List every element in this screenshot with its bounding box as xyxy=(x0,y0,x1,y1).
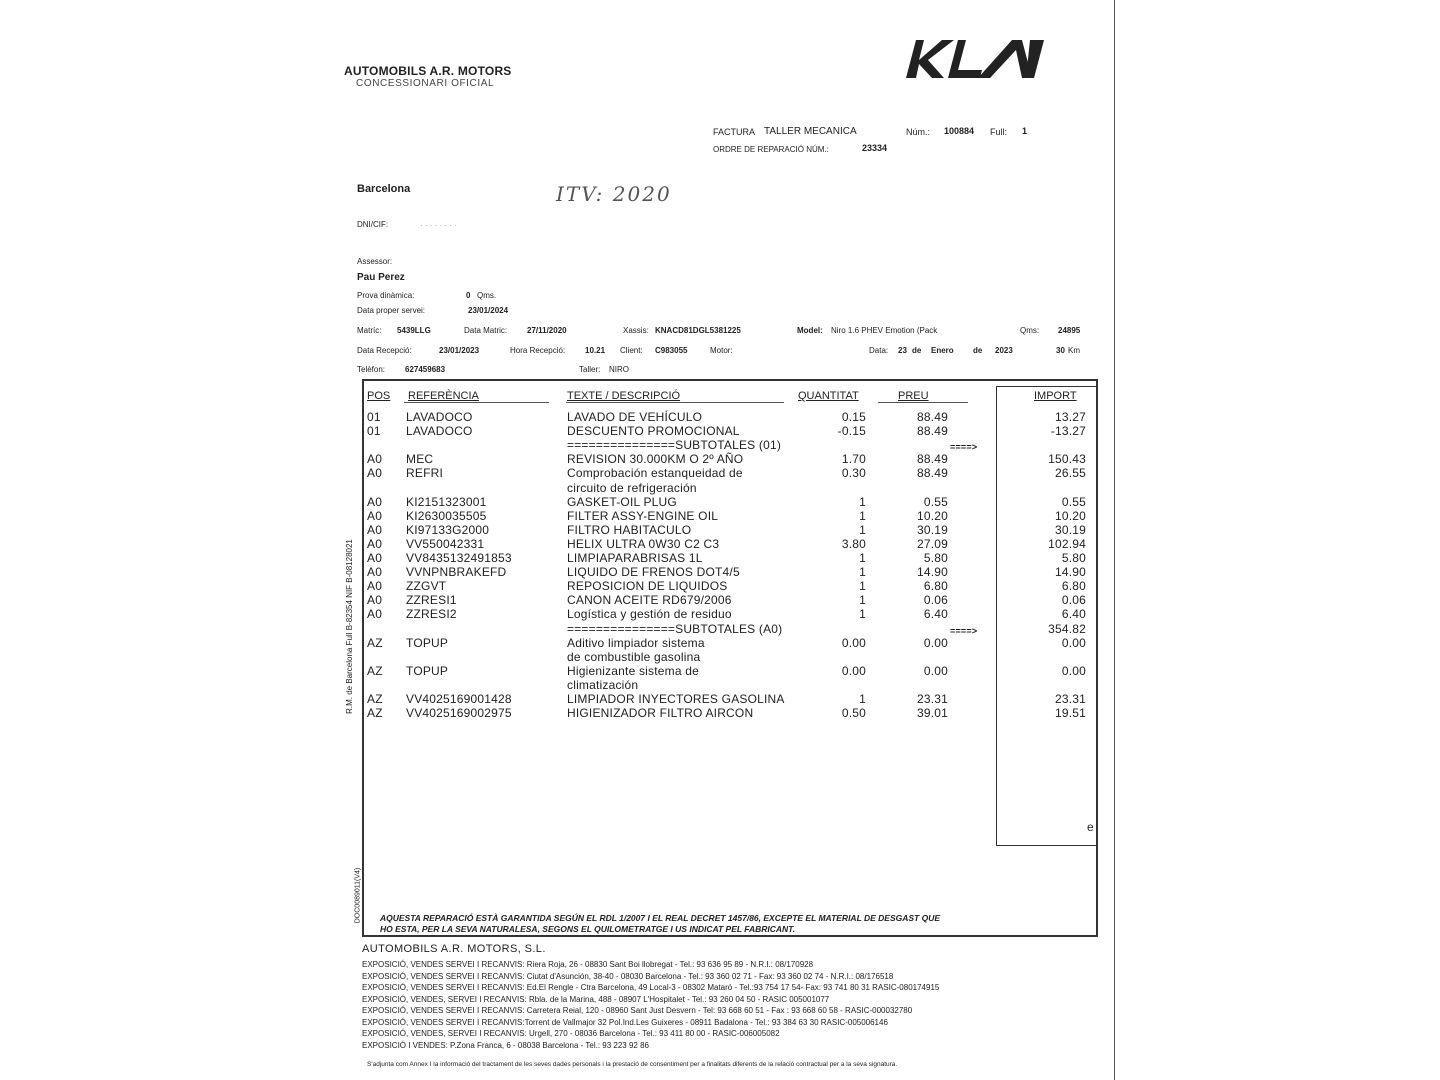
subtotal-arrow: ====> xyxy=(950,625,978,636)
next-service-value: 23/01/2024 xyxy=(468,306,509,315)
cell-import: 0.00 xyxy=(1061,663,1086,678)
chassis-label: Xassis: xyxy=(623,326,649,335)
test-drive-label: Prova dinàmica: xyxy=(357,291,415,300)
cell-price: 39.01 xyxy=(916,706,948,721)
cell-quantity: 1 xyxy=(859,522,866,537)
cell-price: 30.19 xyxy=(916,522,948,537)
cell-reference: ZZGVT xyxy=(406,579,447,594)
cell-description: climatización xyxy=(567,677,639,692)
cell-pos: A0 xyxy=(367,607,383,622)
cell-quantity: 0.50 xyxy=(841,706,866,721)
cell-description: de combustible gasolina xyxy=(567,649,701,664)
cell-reference: LAVADOCO xyxy=(406,410,473,424)
cell-quantity: 1 xyxy=(859,551,866,565)
cell-description: LIMPIAPARABRISAS 1L xyxy=(567,551,703,565)
cell-pos: A0 xyxy=(367,579,383,594)
workshop-value: NIRO xyxy=(609,365,629,374)
reception-date-label: Data Recepció: xyxy=(357,346,412,355)
import-edge-mark: e xyxy=(1087,820,1094,834)
order-label: ORDRE DE REPARACIÓ NÚM.: xyxy=(713,145,829,154)
footer-address-line: EXPOSICIÓ, VENDES SERVEI I RECANVIS: Ed.El Rengle - Ctra Barcelona, 49 Local-3 - 08302 Mataró - Tel.:93 754 17 54- Fax: 93 741 80 31 RASIC-080174915 xyxy=(362,983,940,992)
cell-reference: ZZRESI1 xyxy=(406,593,457,608)
cell-description: Comprobación estanqueidad de xyxy=(567,466,743,481)
cell-description: LIMPIADOR INYECTORES GASOLINA xyxy=(567,692,785,706)
mileage-value: 24895 xyxy=(1058,326,1081,335)
cell-pos: AZ xyxy=(367,692,383,706)
header-underline-ref xyxy=(404,402,549,403)
cell-reference: KI97133G2000 xyxy=(406,522,490,537)
page-edge-divider xyxy=(1114,0,1115,1080)
cell-price: 14.90 xyxy=(916,565,948,580)
cell-reference: TOPUP xyxy=(406,663,449,678)
engine-label: Motor: xyxy=(710,346,733,355)
kia-logo xyxy=(902,34,1048,82)
phone-value: 627459683 xyxy=(405,365,446,374)
cell-price: 88.49 xyxy=(916,410,948,424)
cell-price: 23.31 xyxy=(916,692,948,706)
assessor-name: Pau Perez xyxy=(357,272,405,283)
mileage-label: Qms: xyxy=(1020,326,1040,335)
km-unit: Km xyxy=(1068,346,1080,355)
cell-reference: VV8435132491853 xyxy=(406,551,512,565)
cell-description: LIQUIDO DE FRENOS DOT4/5 xyxy=(567,565,740,580)
date-de-1: de xyxy=(912,346,922,355)
cell-reference: LAVADOCO xyxy=(406,424,473,439)
cell-import: 30.19 xyxy=(1054,522,1086,537)
sheet-value: 1 xyxy=(1022,126,1028,136)
cell-price: 6.40 xyxy=(923,607,948,622)
cell-price: 0.55 xyxy=(923,494,948,509)
cell-description: REPOSICION DE LIQUIDOS xyxy=(567,579,728,594)
cell-import: 23.31 xyxy=(1054,692,1086,706)
cell-import: 6.80 xyxy=(1061,579,1086,594)
cell-description: Higienizante sistema de xyxy=(567,663,700,678)
footer-address-line: EXPOSICIÓ I VENDES: P.Zona Franca, 6 - 08038 Barcelona - Tel.: 93 223 92 86 xyxy=(362,1040,649,1050)
sheet-label: Full: xyxy=(990,127,1008,137)
cell-reference: VVNPNBRAKEFD xyxy=(406,565,507,580)
cell-description: Aditivo limpiador sistema xyxy=(567,635,705,650)
test-drive-value: 0 xyxy=(466,291,471,300)
cell-description: FILTRO HABITACULO xyxy=(567,522,692,537)
header-reference: REFERÈNCIA xyxy=(408,390,479,402)
cell-import: 354.82 xyxy=(1048,621,1086,636)
plate-date-label: Data Matric: xyxy=(464,326,508,335)
workshop-label: Taller: xyxy=(579,365,601,374)
cell-quantity: 1 xyxy=(859,508,866,523)
cell-import: 13.27 xyxy=(1054,410,1086,424)
cell-pos: A0 xyxy=(367,536,383,551)
client-code-value: C983055 xyxy=(655,346,688,355)
footer-address-line: EXPOSICIÓ, VENDES SERVEI I RECANVIS: Carretera Reial, 120 - 08960 Sant Just Desvern - Tel: 93 668 60 51 - Fax : 93 668 60 58 - RASIC-000032780 xyxy=(362,1006,913,1015)
footer-address-line: EXPOSICIÓ, VENDES SERVEI I RECANVIS:Torrent de Vallmajor 32 Pol.Ind.Les Guixeres - 08911 Badalona - Tel.: 93 384 63 30 RASIC-005006146 xyxy=(362,1017,888,1027)
cell-import: 5.80 xyxy=(1061,551,1086,565)
header-price: PREU xyxy=(898,390,929,402)
cell-quantity: 0.00 xyxy=(841,635,866,650)
test-drive-unit: Qms. xyxy=(477,291,497,300)
cell-price: 0.00 xyxy=(923,663,948,678)
cell-quantity: 1 xyxy=(859,607,866,622)
invoice-num-value: 100884 xyxy=(944,126,975,136)
footer-address-line: EXPOSICIÓ, VENDES SERVEI I RECANVIS: Riera Roja, 26 - 08830 Sant Boi llobregat - Tel.: 93 636 95 89 - N.R.I.: 08/170928 xyxy=(362,960,814,969)
dni-value: · · · · · · · · xyxy=(420,221,457,230)
cell-quantity: -0.15 xyxy=(837,424,866,439)
plate-date-value: 27/11/2020 xyxy=(527,326,567,335)
cell-import: 14.90 xyxy=(1054,565,1086,580)
reception-date-value: 23/01/2023 xyxy=(439,346,480,355)
privacy-note: S'adjunta com Annex I la informació del tractament de les seves dades personals i la prestació de consentiment per a finalitats diferents de la relació contractual per a la seva signatura. xyxy=(367,1061,898,1068)
cell-quantity: 1 xyxy=(859,692,866,706)
header-description: TEXTE / DESCRIPCIÓ xyxy=(567,390,681,402)
phone-label: Telèfon: xyxy=(357,365,386,374)
assessor-label: Assessor: xyxy=(357,257,393,266)
cell-reference: VV4025169002975 xyxy=(406,706,512,721)
cell-quantity: 1 xyxy=(859,593,866,608)
cell-quantity: 3.80 xyxy=(841,536,866,551)
cell-pos: A0 xyxy=(367,452,383,467)
footer-address-line: EXPOSICIÓ, VENDES, SERVEI I RECANVIS: Rbla. de la Marina, 488 - 08907 L'Hospitalet - Tel.: 93 260 04 50 - RASIC 005001077 xyxy=(362,994,830,1004)
date-day: 23 xyxy=(898,346,907,355)
cell-import: 26.55 xyxy=(1054,466,1086,481)
reception-time-value: 10.21 xyxy=(585,346,606,355)
cell-pos: 01 xyxy=(367,424,381,439)
km-value: 30 xyxy=(1056,346,1065,355)
cell-price: 27.09 xyxy=(916,536,948,551)
cell-pos: A0 xyxy=(367,508,383,523)
invoice-num-label: Núm.: xyxy=(906,127,931,137)
cell-price: 0.06 xyxy=(923,593,948,608)
handwritten-note: ITV: 2020 xyxy=(556,182,672,206)
date-label: Data: xyxy=(869,346,889,355)
cell-pos: AZ xyxy=(367,663,383,678)
chassis-value: KNACD81DGL5381225 xyxy=(655,326,741,335)
document-code-vertical: DOC0089011(V4) xyxy=(354,867,362,924)
cell-reference: MEC xyxy=(406,452,434,467)
invoice-type: TALLER MECANICA xyxy=(764,126,857,137)
client-city: Barcelona xyxy=(357,183,411,195)
cell-pos: A0 xyxy=(367,551,383,565)
cell-import: 6.40 xyxy=(1061,607,1086,622)
cell-quantity: 1 xyxy=(859,494,866,509)
cell-pos: 01 xyxy=(367,410,381,424)
cell-reference: REFRI xyxy=(406,466,443,481)
cell-import: 102.94 xyxy=(1048,536,1086,551)
cell-import: 150.43 xyxy=(1048,452,1086,467)
reception-time-label: Hora Recepció: xyxy=(510,346,566,355)
cell-description: Logística y gestión de residuo xyxy=(567,607,732,622)
cell-price: 6.80 xyxy=(923,579,948,594)
cell-quantity: 0.00 xyxy=(841,663,866,678)
dni-label: DNI/CIF: xyxy=(357,220,389,229)
cell-pos: A0 xyxy=(367,466,383,481)
footer-address-line: EXPOSICIÓ, VENDES, SERVEI I RECANVIS: Urgell, 270 - 08036 Barcelona - Tel.: 93 411 80 00 - RASIC-006005082 xyxy=(362,1029,780,1038)
cell-import: 0.06 xyxy=(1061,593,1086,608)
cell-description: LAVADO DE VEHÍCULO xyxy=(567,410,703,424)
header-pos: POS xyxy=(367,390,391,402)
header-import: IMPORT xyxy=(1034,390,1077,402)
cell-description: FILTER ASSY-ENGINE OIL xyxy=(567,508,719,523)
order-value: 23334 xyxy=(862,143,888,153)
cell-reference: VV550042331 xyxy=(406,536,485,551)
cell-reference: ZZRESI2 xyxy=(406,607,457,622)
cell-description: HIGIENIZADOR FILTRO AIRCON xyxy=(567,706,754,721)
cell-description: HELIX ULTRA 0W30 C2 C3 xyxy=(567,536,720,551)
cell-reference: TOPUP xyxy=(406,635,449,650)
invoice-label: FACTURA xyxy=(713,127,756,137)
cell-reference: VV4025169001428 xyxy=(406,692,512,706)
cell-quantity: 1.70 xyxy=(841,452,866,467)
cell-description: CANON ACEITE RD679/2006 xyxy=(567,593,732,608)
date-month: Enero xyxy=(931,346,954,355)
cell-import: 19.51 xyxy=(1054,706,1086,721)
cell-pos: A0 xyxy=(367,565,383,580)
model-label: Model: xyxy=(797,326,823,335)
registry-vertical-text: R.M. de Barcelona Full B-82354 NIF B-08128021 xyxy=(344,539,354,714)
header-quantity: QUANTITAT xyxy=(798,390,859,402)
cell-description: GASKET-OIL PLUG xyxy=(567,494,677,509)
footer-company: AUTOMOBILS A.R. MOTORS, S.L. xyxy=(362,943,546,955)
date-de-2: de xyxy=(973,346,983,355)
model-value: Niro 1.6 PHEV Emotion (Pack xyxy=(831,326,938,335)
cell-reference: KI2151323001 xyxy=(406,494,487,509)
cell-price: 88.49 xyxy=(916,424,948,439)
cell-import: -13.27 xyxy=(1050,424,1086,439)
cell-price: 88.49 xyxy=(916,452,948,467)
cell-import: 10.20 xyxy=(1054,508,1086,523)
cell-description: ===============SUBTOTALES (01) xyxy=(567,438,782,453)
cell-price: 5.80 xyxy=(923,551,948,565)
cell-description: circuito de refrigeración xyxy=(567,480,697,495)
cell-import: 0.55 xyxy=(1061,494,1086,509)
cell-pos: A0 xyxy=(367,522,383,537)
cell-import: 0.00 xyxy=(1061,635,1086,650)
company-subtitle: CONCESSIONARI OFICIAL xyxy=(356,78,495,89)
guarantee-notice: AQUESTA REPARACIÓ ESTÀ GARANTIDA SEGÚN EL RDL 1/2007 I EL REAL DECRET 1457/86, EXCEPTE EL MATERIAL DE DESGAST QUE HO ESTA, PER LA SEVA NATURALESA, SEGONS EL QUILOMETRATGE I US INDICAT PEL FABRICANT. xyxy=(380,913,941,934)
cell-quantity: 1 xyxy=(859,579,866,594)
cell-quantity: 1 xyxy=(859,565,866,580)
client-code-label: Client: xyxy=(620,346,643,355)
cell-description: ===============SUBTOTALES (A0) xyxy=(567,621,783,636)
cell-pos: A0 xyxy=(367,593,383,608)
cell-quantity: 0.15 xyxy=(841,410,866,424)
cell-quantity: 0.30 xyxy=(841,466,866,481)
cell-reference: KI2630035505 xyxy=(406,508,487,523)
footer-address-line: EXPOSICIÓ, VENDES SERVEI I RECANVIS: Ciutat d'Asunción, 38-40 - 08030 Barcelona - Tel.: 93 360 02 71 - Fax: 93 360 02 74 - N.R.I.: 08/176518 xyxy=(362,971,894,981)
cell-price: 88.49 xyxy=(916,466,948,481)
company-name: AUTOMOBILS A.R. MOTORS xyxy=(344,64,512,78)
cell-description: REVISION 30.000KM O 2º AÑO xyxy=(567,452,744,467)
cell-pos: AZ xyxy=(367,635,383,650)
cell-price: 0.00 xyxy=(923,635,948,650)
plate-label: Matríc: xyxy=(357,326,382,335)
cell-description: DESCUENTO PROMOCIONAL xyxy=(567,424,740,439)
cell-pos: AZ xyxy=(367,706,383,721)
cell-pos: A0 xyxy=(367,494,383,509)
cell-price: 10.20 xyxy=(916,508,948,523)
header-underline-desc xyxy=(566,402,784,403)
date-year: 2023 xyxy=(995,346,1013,355)
next-service-label: Data proper servei: xyxy=(357,306,426,315)
header-underline-price xyxy=(878,402,968,403)
subtotal-arrow: ====> xyxy=(950,442,978,453)
plate-value: 5439LLG xyxy=(397,326,431,335)
